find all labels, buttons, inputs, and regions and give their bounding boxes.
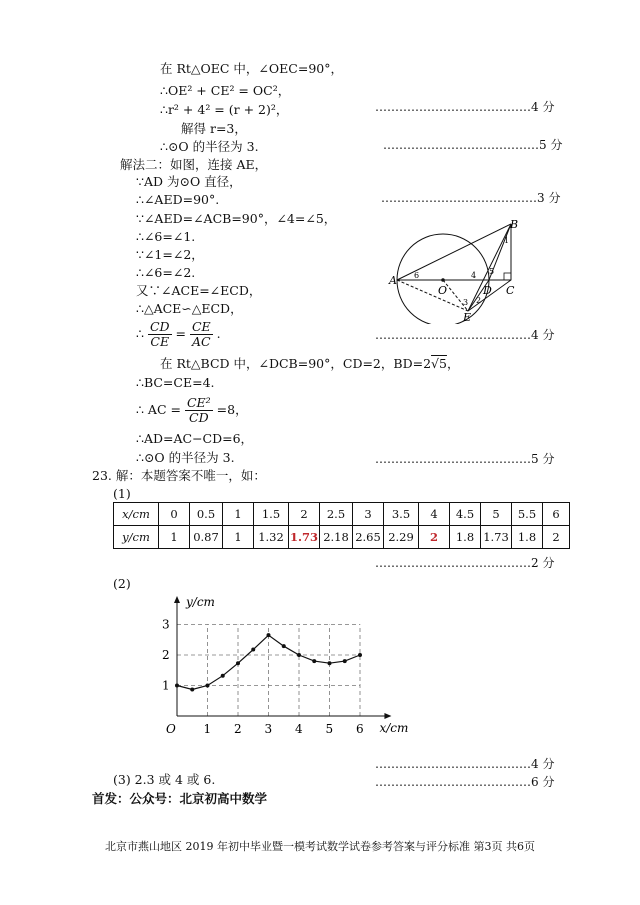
label-o: O [438,284,448,297]
data-point [343,659,347,663]
data-point [221,674,225,678]
y-axis-label: y/cm [186,595,215,609]
y-axis-arrow [174,596,180,603]
angle-1: 1 [504,236,510,245]
line-2: ∴OE² + CE² = OC²， [160,83,291,98]
x-tick-label: 5 [325,722,334,736]
page-footer: 北京市燕山地区 2019 年初中毕业暨一模考试数学试卷参考答案与评分标准 第3页 共6页 [105,840,535,853]
data-table [113,502,570,549]
x-axis-arrow [384,713,391,719]
score-4-b: …………………………………4 分 [375,328,555,342]
line-16: 在 Rt△BCD 中，∠DCB=90°，CD=2，BD=2√5， [160,356,460,371]
table-cell-y: 1 [159,526,190,549]
line-21: 23. 解：本题答案不唯一，如： [92,468,266,483]
table-cell-y: 1.8 [450,526,481,549]
label-d: D [483,284,492,297]
label-a: A [389,274,397,287]
label-c: C [506,284,515,297]
fraction-line-1 [136,318,221,350]
angle-2: 2 [476,296,482,305]
data-point [267,633,271,637]
x-tick-label: 1 [203,722,212,736]
fraction-ce-ac: $\frac{CE}{AC}$ [191,319,211,349]
table-header-y: y/cm [114,526,159,549]
table-cell-y: 1 [223,526,254,549]
table-cell-x: 0.5 [190,503,223,526]
angle-5: 5 [489,267,495,276]
line-11: ∵∠1=∠2， [136,247,204,262]
table-cell-y: 0.87 [190,526,223,549]
table-cell-y: 2.18 [320,526,353,549]
fraction-prefix: ∴ [136,326,144,341]
table-cell-x: 5.5 [512,503,543,526]
table-cell-x: 0 [159,503,190,526]
table-cell-y: 2 [543,526,570,549]
table-header-x: x/cm [114,503,159,526]
line-chart [160,590,420,748]
line-24: (3) 2.3 或 4 或 6. [113,772,216,787]
table-cell-x: 1.5 [254,503,289,526]
y-tick-label: 3 [162,617,170,632]
table-cell-y: 1.73 [481,526,512,549]
source-note: 首发：公众号：北京初高中数学 [92,791,268,806]
data-point [312,659,316,663]
x-tick-label: 2 [234,722,242,736]
line-13: 又∵∠ACE=∠ECD， [136,283,262,298]
x-tick-label: 3 [264,722,273,736]
fraction-equals: = [175,326,186,341]
line-4: 解得 r=3， [181,121,247,136]
line-20: ∴⊙O 的半径为 3. [136,450,235,465]
fraction-line-2: ∴ AC = $\frac{\text{CE²}}{CD}$ =8， [136,395,248,425]
angle-4: 4 [471,271,477,280]
fraction-ce2-cd: $\frac{\text{CE²}}{CD}$ [186,395,211,425]
data-point [175,684,179,688]
data-point [282,644,286,648]
table-cell-x: 5 [481,503,512,526]
angle-6: 6 [414,271,420,280]
line-23: (2) [113,576,131,591]
data-point [297,653,301,657]
table-cell-x: 6 [543,503,570,526]
x-axis-label: x/cm [379,721,409,735]
table-cell-x: 4 [419,503,450,526]
table-cell-x: 1 [223,503,254,526]
score-2: …………………………………2 分 [375,556,555,570]
x-tick-label: 4 [295,722,303,736]
line-3: ∴r² + 4² = (r + 2)²， [160,102,289,117]
angle-3: 3 [463,298,469,307]
line-7: ∵AD 为⊙O 直径， [136,174,242,189]
score-4-a: …………………………………4 分 [375,100,555,114]
table-row-y [114,526,570,549]
table-cell-x: 2 [289,503,320,526]
origin-label: O [166,722,176,736]
table-cell-y: 2.65 [353,526,384,549]
data-point [190,687,194,691]
table-cell-x: 2.5 [320,503,353,526]
data-point [358,653,362,657]
table-cell-x: 4.5 [450,503,481,526]
table-cell-x: 3 [353,503,384,526]
fraction-cd-ce: $\frac{CD}{CE}$ [149,319,170,349]
line-9: ∵∠AED=∠ACB=90°，∠4=∠5， [136,211,337,226]
data-point [328,661,332,665]
line-22: (1) [113,486,131,501]
fraction-suffix: . [216,326,221,341]
line-19: ∴AD=AC−CD=6， [136,431,254,446]
x-tick-label: 6 [356,722,364,736]
line-14: ∴△ACE∽△ECD， [136,301,243,316]
score-4-c: …………………………………4 分 [375,757,555,771]
line-10: ∴∠6=∠1. [136,229,196,244]
table-cell-y: 2 [419,526,450,549]
line-12: ∴∠6=∠2. [136,265,196,280]
score-3: …………………………………3 分 [381,191,561,205]
score-5-a: …………………………………5 分 [383,138,563,152]
y-tick-label: 2 [162,648,170,662]
score-6: …………………………………6 分 [375,775,555,789]
data-point [236,661,240,665]
data-point [206,684,210,688]
label-b: B [510,218,519,231]
data-point [251,648,255,652]
table-cell-y: 1.32 [254,526,289,549]
table-cell-x: 3.5 [384,503,419,526]
line-6: 解法二：如图，连接 AE， [120,157,268,172]
table-cell-y: 1.73 [289,526,320,549]
line-8: ∴∠AED=90°. [136,192,220,207]
table-row-x [114,503,570,526]
table-cell-y: 1.8 [512,526,543,549]
score-5-b: …………………………………5 分 [375,452,555,466]
line-5: ∴⊙O 的半径为 3. [160,139,259,154]
line-1: 在 Rt△OEC 中，∠OEC=90°， [160,61,343,76]
table-cell-y: 2.29 [384,526,419,549]
y-tick-label: 1 [162,678,170,693]
label-e: E [463,311,472,324]
geometry-figure [388,214,528,324]
line-17: ∴BC=CE=4. [136,375,215,390]
